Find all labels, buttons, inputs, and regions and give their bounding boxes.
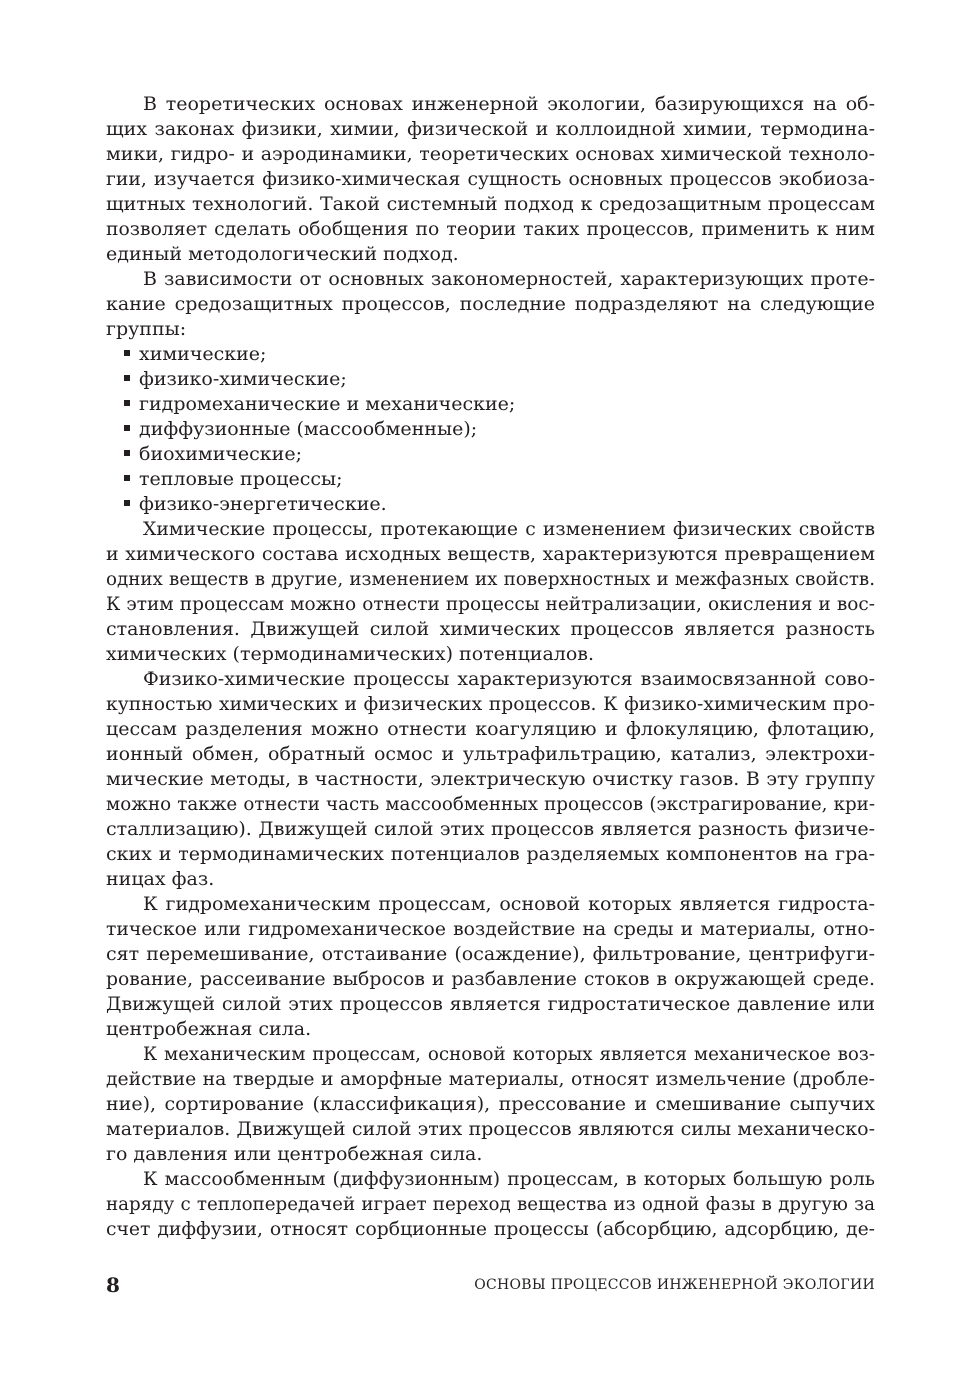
bullet-square-icon <box>124 475 130 481</box>
paragraph-line: группы: <box>106 318 187 340</box>
paragraph-line: действие на твердые и аморфные материалы, относят измельчение (дробле- <box>106 1069 875 1090</box>
paragraph-line: цессам разделения можно отнести коагуляцию и флокуляцию, флотацию, <box>106 718 875 740</box>
paragraph-line: материалов. Движущей силой этих процессов являются силы механическо- <box>106 1118 875 1140</box>
paragraph-line: В теоретических основах инженерной экологии, базирующихся на об- <box>143 93 875 115</box>
bullet-square-icon <box>124 425 130 431</box>
page-number: 8 <box>106 1273 120 1297</box>
list-item <box>124 392 515 417</box>
paragraph-line: позволяет сделать обобщения по теории таких процессов, применить к ним <box>106 219 875 240</box>
paragraph-line: тическое или гидромеханическое воздействие на среды и материалы, отно- <box>106 919 875 940</box>
bullet-square-icon <box>124 375 130 381</box>
paragraph-line: счет диффузии, относят сорбционные процессы (абсорбцию, адсорбцию, де- <box>106 1219 875 1240</box>
list-item-text: тепловые процессы; <box>139 468 343 490</box>
paragraph-line: сят перемешивание, отстаивание (осаждение), фильтрование, центрифуги- <box>106 943 875 965</box>
list-item <box>124 467 343 492</box>
paragraph-line: К гидромеханическим процессам, основой которых является гидроста- <box>143 893 875 915</box>
paragraph-line: купностью химических и физических процессов. К физико-химическим про- <box>106 694 875 715</box>
paragraph-line: мики, гидро- и аэродинамики, теоретических основах химической техноло- <box>106 143 875 165</box>
paragraph-line: ницах фаз. <box>106 868 215 890</box>
paragraph-line: рование, рассеивание выбросов и разбавление стоков в окружающей среде. <box>106 969 875 990</box>
paragraph-line: центробежная сила. <box>106 1018 312 1040</box>
paragraph-line: гии, изучается физико-химическая сущность основных процессов экобиоза- <box>106 169 875 190</box>
list-item-text: химические; <box>139 343 267 365</box>
paragraph-line: Химические процессы, протекающие с изменением физических свойств <box>143 519 875 540</box>
list-item-text: физико-энергетические. <box>139 493 387 515</box>
list-item <box>124 417 477 442</box>
list-item <box>124 342 266 367</box>
paragraph-line: наряду с теплопередачей играет переход вещества из одной фазы в другую за <box>106 1194 875 1215</box>
paragraph-line: щитных технологий. Такой системный подход к средозащитным процессам <box>106 193 875 215</box>
paragraph-line: го давления или центробежная сила. <box>106 1143 483 1165</box>
list-item-text: диффузионные (массообменные); <box>139 418 478 440</box>
paragraph-line: К массообменным (диффузионным) процессам, в которых большую роль <box>143 1169 875 1190</box>
bullet-square-icon <box>124 350 130 356</box>
paragraph-line: К этим процессам можно отнести процессы нейтрализации, окисления и вос- <box>106 594 875 615</box>
list-item <box>124 442 302 467</box>
paragraph-line: Физико-химические процессы характеризуются взаимосвязанной сово- <box>143 668 875 690</box>
bullet-square-icon <box>124 450 130 456</box>
list-item-text: биохимические; <box>139 443 302 465</box>
bullet-square-icon <box>124 500 130 506</box>
paragraph-line: ние), сортирование (классификация), прессование и смешивание сыпучих <box>106 1093 875 1115</box>
paragraph-line: можно также отнести часть массообменных процессов (экстрагирование, кри- <box>106 794 875 815</box>
running-title: ОСНОВЫ ПРОЦЕССОВ ИНЖЕНЕРНОЙ ЭКОЛОГИИ <box>474 1277 875 1293</box>
paragraph-line: В зависимости от основных закономерностей, характеризующих проте- <box>143 268 875 290</box>
paragraph-line: Движущей силой этих процессов является гидростатическое давление или <box>106 993 875 1015</box>
paragraph-line: кание средозащитных процессов, последние подразделяют на следующие <box>106 293 875 315</box>
list-item-text: гидромеханические и механические; <box>139 393 516 415</box>
list-item <box>124 367 347 392</box>
paragraph-line: К механическим процессам, основой которых является механическое воз- <box>143 1044 875 1065</box>
paragraph-line: щих законах физики, химии, физической и коллоидной химии, термодина- <box>106 118 875 140</box>
paragraph-line: ских и термодинамических потенциалов разделяемых компонентов на гра- <box>106 843 875 865</box>
bullet-square-icon <box>124 400 130 406</box>
paragraph-line: мические методы, в частности, электрическую очистку газов. В эту группу <box>106 768 875 790</box>
paragraph-line: сталлизацию). Движущей силой этих процессов является разность физиче- <box>106 818 875 840</box>
paragraph-line: единый методологический подход. <box>106 243 459 265</box>
list-item <box>124 492 387 517</box>
list-item-text: физико-химические; <box>139 368 347 390</box>
paragraph-line: ионный обмен, обратный осмос и ультрафильтрацию, катализ, электрохи- <box>106 743 875 765</box>
paragraph-line: и химического состава исходных веществ, характеризуются превращением <box>106 543 875 565</box>
paragraph-line: химических (термодинамических) потенциалов. <box>106 643 595 665</box>
paragraph-line: становления. Движущей силой химических процессов является разность <box>106 618 875 640</box>
paragraph-line: одних веществ в другие, изменением их поверхностных и межфазных свойств. <box>106 569 875 590</box>
